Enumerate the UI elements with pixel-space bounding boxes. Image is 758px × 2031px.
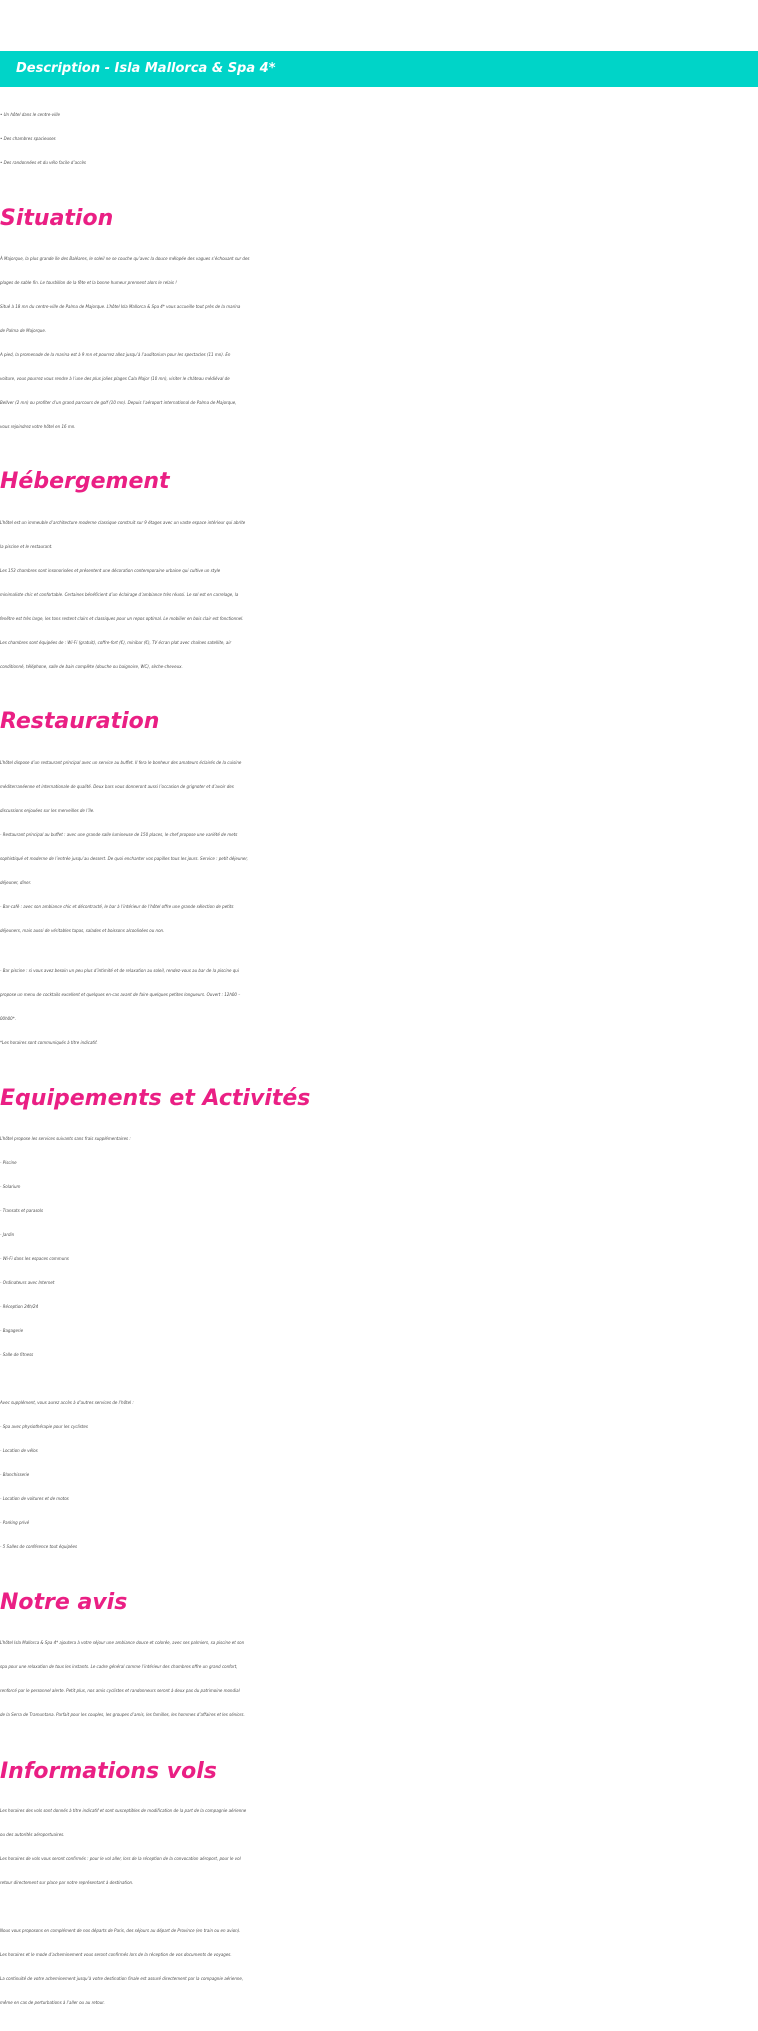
text-line: Les chambres sont équipées de : Wi-Fi (gratuit), coffre-fort (€), minibar (€), TV écran plat avec chaînes satellite, air xyxy=(0,640,232,645)
text-line: déjeuners, mais aussi de véritables tapas, salades et boissons alcoolisées ou non. xyxy=(0,928,165,933)
text-line: renforcé par le personnel alerte. Petit plus, nos amis cyclistes et randonneurs seront à deux pas du patrimoine mondial xyxy=(0,1688,240,1693)
vols-text xyxy=(0,1799,758,1895)
text-line: voiture, vous pourrez vous rendre à l’une des plus jolies plages Cala Major (10 mn), visiter le château médiéval de xyxy=(0,376,230,381)
text-line: sophistiqué et moderne de l’entrée jusqu’au dessert. De quoi enchanter vos papilles tous les jours. Service : petit déjeuner, xyxy=(0,856,248,861)
restauration-text-2 xyxy=(0,959,758,1055)
text-line: 00h00*. xyxy=(0,1016,16,1021)
text-line: vous rejoindrez votre hôtel en 16 mn. xyxy=(0,424,76,429)
text-line: la piscine et le restaurant. xyxy=(0,544,53,549)
text-line: Les 153 chambres sont insonorisées et présentent une décoration contemporaine urbaine qui cultive un style xyxy=(0,568,221,573)
text-line: même en cas de perturbations à l’aller ou au retour. xyxy=(0,2000,105,2005)
text-line: conditionné, téléphone, salle de bain complète (douche ou baignoire, WC), sèche-cheveux. xyxy=(0,664,183,669)
text-line: A pied, la promenade de la marina est à 9 mn et pourrez allez jusqu’à l’auditorium pour les spectacles (11 mn). En xyxy=(0,352,231,357)
list-item: - Location de voitures et de motos xyxy=(0,1496,69,1501)
section-heading-situation: Situation xyxy=(0,206,114,231)
situation-text xyxy=(0,247,758,439)
text-line: Avec supplément, vous aurez accès à d’autres services de l’hôtel : xyxy=(0,1400,134,1405)
text-line: ou des autorités aéroportuaires. xyxy=(0,1832,65,1837)
list-item: - Wi-Fi dans les espaces communs xyxy=(0,1256,69,1261)
page-title: Description - Isla Mallorca & Spa 4* xyxy=(0,51,758,87)
text-line: - Bar-café : avec son ambiance chic et décontracté, le bar à l’intérieur de l’hôtel offre une grande sélection de petits xyxy=(0,904,234,909)
text-line: L’hôtel Isla Mallorca & Spa 4* ajoutera à votre séjour une ambiance douce et colorée, avec ses palmiers, sa piscine et son xyxy=(0,1640,245,1645)
text-line: fenêtre est très large, les tons restent clairs et classiques pour un repos optimal. Le mobilier en bois clair est fonctionnel. xyxy=(0,616,244,621)
text-line: La continuité de votre acheminement jusqu’à votre destination finale est assuré directement par la compagnie aérienne, xyxy=(0,1976,244,1981)
list-item: - Réception 24h/24 xyxy=(0,1304,39,1309)
list-item: - Location de vélos xyxy=(0,1448,38,1453)
list-item: - Blanchisserie xyxy=(0,1472,30,1477)
text-line: *Les horaires sont communiqués à titre indicatif. xyxy=(0,1040,98,1045)
text-line: Situé à 18 mn du centre-ville de Palma de Majorque. L’hôtel Isla Mallorca & Spa 4* vous accueille tout près de la marina xyxy=(0,304,241,309)
section-heading-equipements: Equipements et Activités xyxy=(0,1086,311,1111)
equipements-text xyxy=(0,1127,758,1367)
list-item: - Parking privé xyxy=(0,1520,30,1525)
text-line: - Restaurant principal au buffet : avec une grande salle lumineuse de 150 places, le chef propose une variété de mets xyxy=(0,832,238,837)
list-item: - Transats et parasols xyxy=(0,1208,44,1213)
text-line: de Palma de Majorque. xyxy=(0,328,47,333)
text-line: L’hôtel propose les services suivants sans frais supplémentaires : xyxy=(0,1136,131,1141)
highlights-list xyxy=(0,103,758,175)
list-item: - Piscine xyxy=(0,1160,17,1165)
restauration-text xyxy=(0,751,758,943)
list-item: - Solarium xyxy=(0,1184,21,1189)
list-item: • Des randonnées et du vélo facile d’accès xyxy=(0,160,87,165)
section-heading-hebergement: Hébergement xyxy=(0,469,170,494)
text-line: À Majorque, la plus grande île des Baléares, le soleil ne se couche qu’avec la douce mélopée des vagues s’échouant sur des xyxy=(0,256,250,261)
text-line: Nous vous proposons en complément de nos départs de Paris, des séjours au départ de Province (en train ou en avion). xyxy=(0,1928,241,1933)
text-line: minimaliste chic et confortable. Certaines bénéficient d’un éclairage d’ambiance très réussi. Le sol est en carrelage, la xyxy=(0,592,239,597)
avis-text xyxy=(0,1631,758,1727)
hebergement-text xyxy=(0,511,758,679)
section-heading-vols: Informations vols xyxy=(0,1759,217,1784)
text-line: spa pour une relaxation de tous les instants. Le cadre général comme l’intérieur des chambres offre un grand confort, xyxy=(0,1664,238,1669)
text-line: propose un menu de cocktails excellent et quelques en-cas avant de faire quelques petites longueurs. Ouvert : 12h00 – xyxy=(0,992,241,997)
text-line: discussions enjouées sur les merveilles de l’île. xyxy=(0,808,95,813)
paid-services-list xyxy=(0,1415,758,1559)
list-item: - Salle de fitness xyxy=(0,1352,34,1357)
free-services-list xyxy=(0,1151,758,1367)
equipements-paid-text xyxy=(0,1391,758,1559)
text-line: L’hôtel est un immeuble d’architecture moderne classique construit sur 9 étages avec un vaste espace intérieur qui abrite xyxy=(0,520,246,525)
text-line: Les horaires de vols vous seront confirmés : pour le vol aller, lors de la réception de la convocation aéroport, pour le vol xyxy=(0,1856,241,1861)
list-item: - Spa avec physiothérapie pour les cyclistes xyxy=(0,1424,88,1429)
text-line: L’hôtel dispose d’un restaurant principal avec un service au buffet. Il fera le bonheur des amateurs éclairés de la cuisine xyxy=(0,760,242,765)
text-line: plages de sable fin. Le tourbillon de la fête et la bonne humeur prennent alors le relais ! xyxy=(0,280,177,285)
section-heading-restauration: Restauration xyxy=(0,709,160,734)
text-line: Les horaires des vols sont donnés à titre indicatif et sont susceptibles de modification de la part de la compagnie aérienne xyxy=(0,1808,247,1813)
text-line: retour directement sur place par notre représentant à destination. xyxy=(0,1880,134,1885)
text-line: Bellver (2 mn) ou profiter d’un grand parcours de golf (10 mn). Depuis l’aéroport international de Palma de Majorque, xyxy=(0,400,237,405)
text-line: méditerranéenne et internationale de qualité. Deux bars vous donneront aussi l’occasion de grignoter et d’avoir des xyxy=(0,784,234,789)
vols-text-2 xyxy=(0,1919,758,2015)
text-line: Les horaires et le mode d’acheminement vous seront confirmés lors de la réception de vos documents de voyages. xyxy=(0,1952,232,1957)
section-heading-avis: Notre avis xyxy=(0,1590,128,1615)
text-line: de la Serra de Tramuntana. Parfait pour les couples, les groupes d’amis, les familles, les hommes d’affaires et les séniors. xyxy=(0,1712,245,1717)
text-line: - Bar piscine : si vous avez besoin un peu plus d’intimité et de relaxation au soleil, rendez-vous au bar de la piscine qui xyxy=(0,968,239,973)
list-item: - 5 Salles de conférence tout équipées xyxy=(0,1544,78,1549)
list-item: - Bagagerie xyxy=(0,1328,24,1333)
list-item: • Des chambres spacieuses xyxy=(0,136,56,141)
list-item: - Jardin xyxy=(0,1232,15,1237)
list-item: • Un hôtel dans le centre-ville xyxy=(0,112,60,117)
text-line: déjeuner, dîner. xyxy=(0,880,32,885)
list-item: - Ordinateurs avec Internet xyxy=(0,1280,55,1285)
